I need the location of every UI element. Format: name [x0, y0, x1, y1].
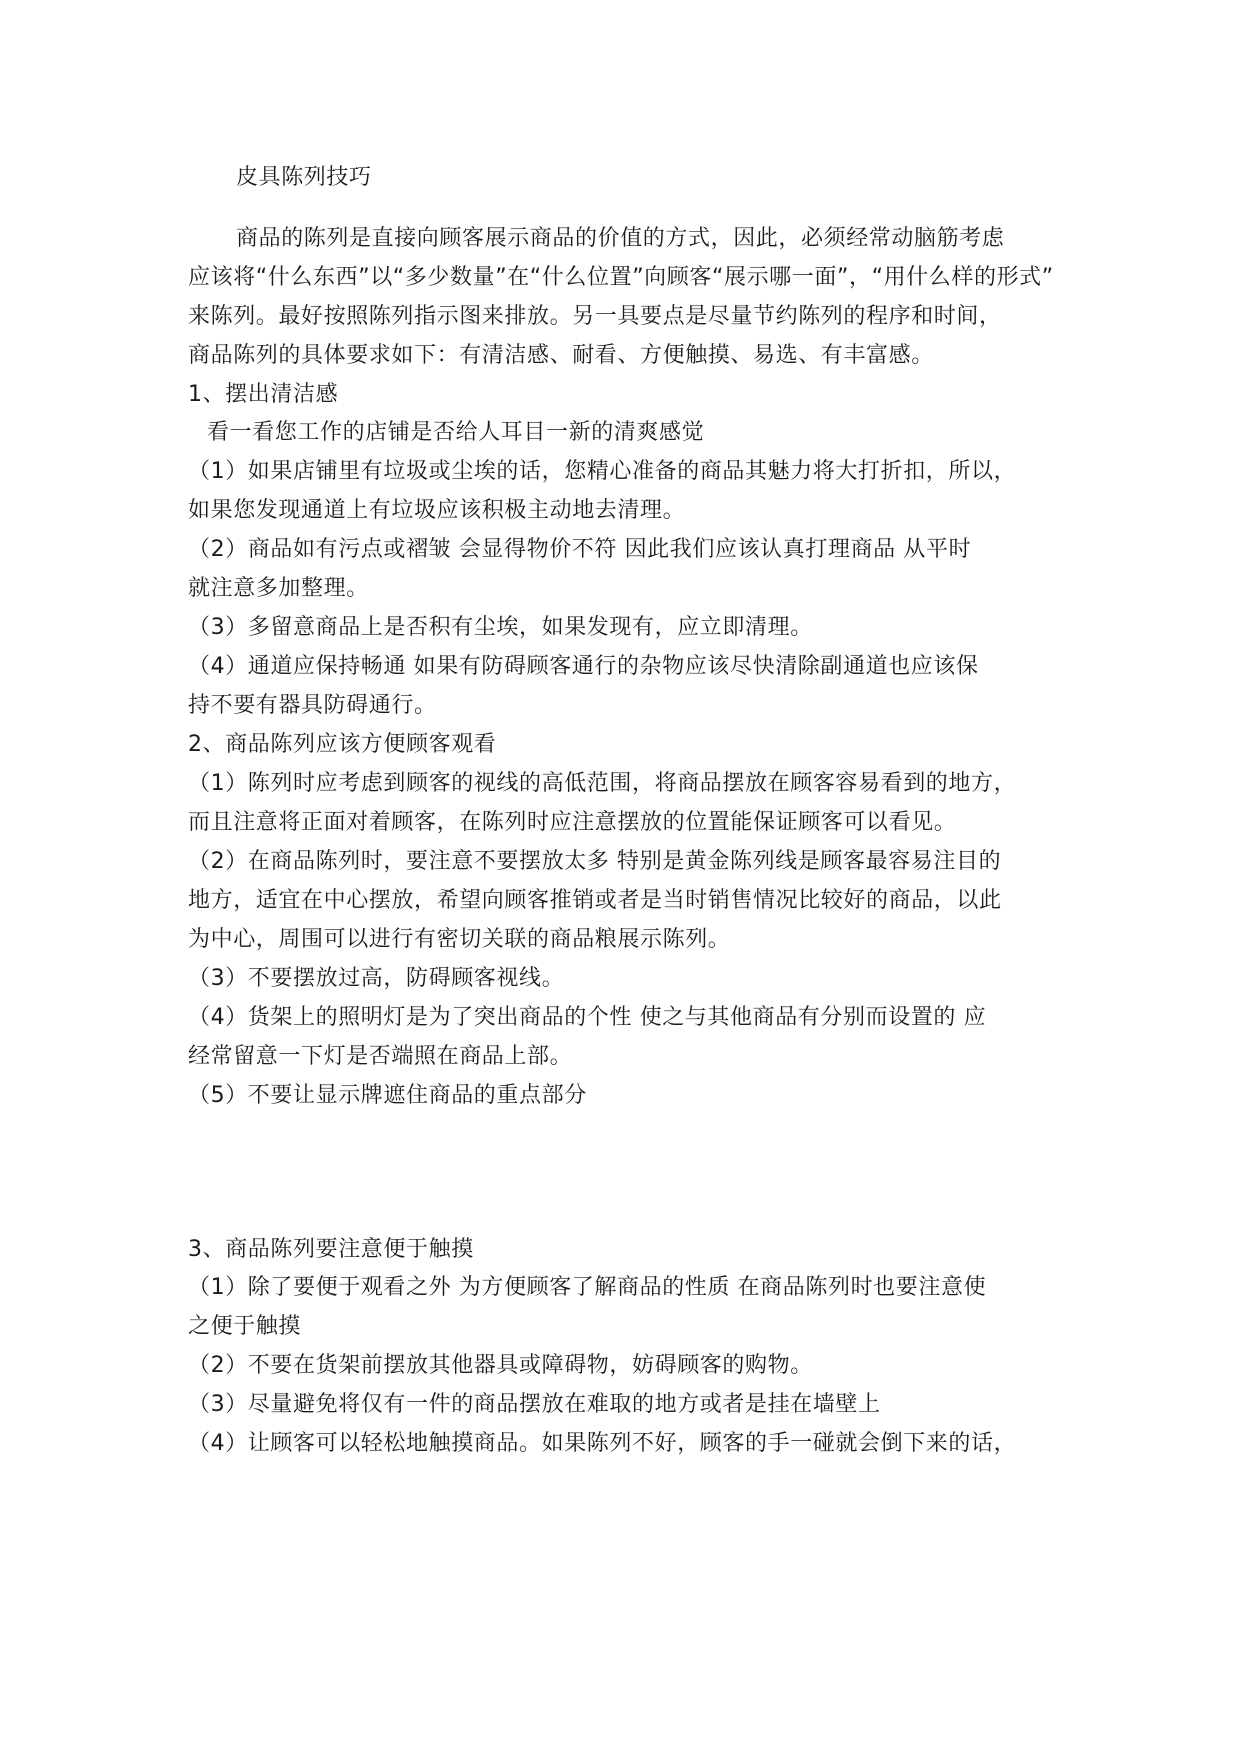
section3-line-2: 之便于触摸: [188, 1314, 302, 1339]
intro-line-1: 商品的陈列是直接向顾客展示商品的价值的方式，因此，必须经常动脑筋考虑: [236, 226, 1005, 251]
section2-line-6: （3）不要摆放过高，防碍顾客视线。: [188, 966, 565, 991]
section2-line-5: 为中心，周围可以进行有密切关联的商品粮展示陈列。: [188, 927, 731, 952]
section2-line-3: （2）在商品陈列时，要注意不要摆放太多 特别是黄金陈列线是顾客最容易注目的: [188, 849, 1002, 874]
section1-line-2: 如果您发现通道上有垃圾应该积极主动地去清理。: [188, 498, 686, 523]
section3-line-4: （3）尽量避免将仅有一件的商品摆放在难取的地方或者是挂在墙壁上: [188, 1392, 881, 1417]
section1-line-7: 持不要有器具防碍通行。: [188, 693, 437, 718]
document-title: 皮具陈列技巧: [236, 165, 372, 190]
section2-line-7: （4）货架上的照明灯是为了突出商品的个性 使之与其他商品有分别而设置的 应: [188, 1005, 987, 1030]
section2-line-1: （1）陈列时应考虑到顾客的视线的高低范围，将商品摆放在顾客容易看到的地方，: [188, 771, 1017, 796]
section1-line-1: （1）如果店铺里有垃圾或尘埃的话，您精心准备的商品其魅力将大打折扣，所以，: [188, 459, 1017, 484]
section2-line-2: 而且注意将正面对着顾客，在陈列时应注意摆放的位置能保证顾客可以看见。: [188, 810, 957, 835]
section1-line-6: （4）通道应保持畅通 如果有防碍顾客通行的杂物应该尽快清除副通道也应该保: [188, 654, 979, 679]
section3-line-3: （2）不要在货架前摆放其他器具或障碍物，妨碍顾客的购物。: [188, 1353, 813, 1378]
intro-line-2: 应该将“什么东西”以“多少数量”在“什么位置”向顾客“展示哪一面”，“用什么样的形式”: [188, 265, 1054, 290]
section1-heading: 1、摆出清洁感: [188, 382, 339, 407]
section2-heading: 2、商品陈列应该方便顾客观看: [188, 732, 497, 757]
section1-line-3: （2）商品如有污点或褶皱 会显得物价不符 因此我们应该认真打理商品 从平时: [188, 537, 972, 562]
section3-heading: 3、商品陈列要注意便于触摸: [188, 1237, 474, 1262]
intro-line-3: 来陈列。最好按照陈列指示图来排放。另一具要点是尽量节约陈列的程序和时间，: [188, 304, 1002, 329]
section3-line-5: （4）让顾客可以轻松地触摸商品。如果陈列不好，顾客的手一碰就会倒下来的话，: [188, 1431, 1017, 1456]
section3-line-1: （1）除了要便于观看之外 为方便顾客了解商品的性质 在商品陈列时也要注意使: [188, 1275, 987, 1300]
section2-line-8: 经常留意一下灯是否端照在商品上部。: [188, 1044, 573, 1069]
intro-line-4: 商品陈列的具体要求如下：有清洁感、耐看、方便触摸、易选、有丰富感。: [188, 343, 934, 368]
section1-lead: 看一看您工作的店铺是否给人耳目一新的清爽感觉: [207, 420, 705, 445]
section1-line-4: 就注意多加整理。: [188, 576, 369, 601]
section2-line-9: （5）不要让显示牌遮住商品的重点部分: [188, 1083, 587, 1108]
section2-line-4: 地方，适宜在中心摆放，希望向顾客推销或者是当时销售情况比较好的商品，以此: [188, 888, 1002, 913]
section1-line-5: （3）多留意商品上是否积有尘埃，如果发现有，应立即清理。: [188, 615, 813, 640]
